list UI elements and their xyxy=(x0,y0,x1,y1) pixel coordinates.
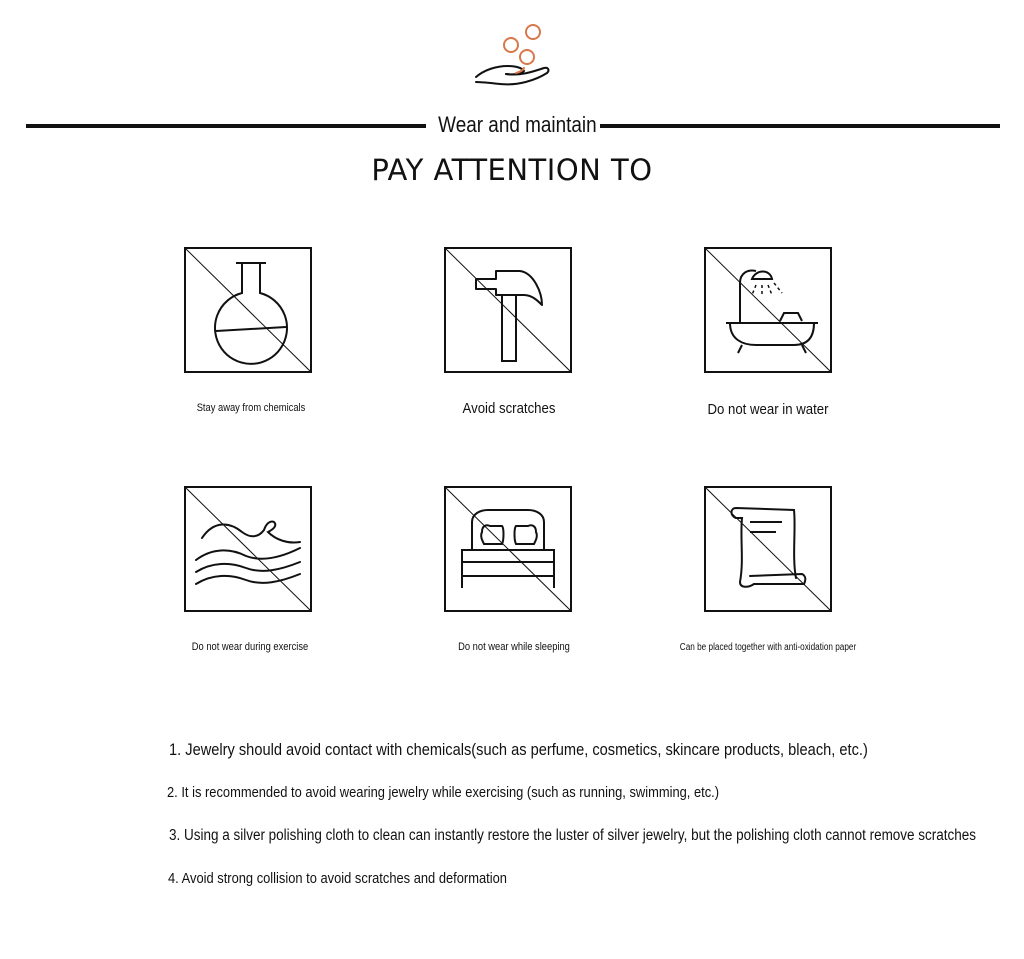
care-note: 3. Using a silver polishing cloth to clean can instantly restore the luster of silver jewelry, but the polishing cloth cannot remove scratches xyxy=(169,827,977,844)
hand-with-pearls-icon xyxy=(470,20,554,90)
tip-label: Can be placed together with anti-oxidation paper xyxy=(679,642,857,653)
tip-label: Avoid scratches xyxy=(462,400,556,417)
bed-crossed-icon xyxy=(446,488,570,610)
tip-tile-water xyxy=(704,247,832,373)
hammer-crossed-icon xyxy=(446,249,570,371)
care-note: 1. Jewelry should avoid contact with chemicals(such as perfume, cosmetics, skincare products, bleach, etc.) xyxy=(169,740,868,759)
tip-label: Do not wear while sleeping xyxy=(458,641,570,653)
tip-label: Do not wear in water xyxy=(707,401,829,418)
swimming-crossed-icon xyxy=(186,488,310,610)
tip-tile-scratches xyxy=(444,247,572,373)
paper-scroll-crossed-icon xyxy=(706,488,830,610)
section-title: Wear and maintain xyxy=(438,112,597,137)
divider-left xyxy=(26,124,426,128)
tip-tile-chemicals xyxy=(184,247,312,373)
tip-label: Do not wear during exercise xyxy=(191,641,309,653)
divider-right xyxy=(600,124,1000,128)
flask-crossed-icon xyxy=(186,249,310,371)
tip-tile-sleeping xyxy=(444,486,572,612)
section-subtitle: PAY ATTENTION TO xyxy=(371,153,653,187)
tip-label: Stay away from chemicals xyxy=(196,402,306,414)
tip-tile-anti-oxidation-paper xyxy=(704,486,832,612)
care-note: 2. It is recommended to avoid wearing jewelry while exercising (such as running, swimming, etc.) xyxy=(167,784,720,801)
shower-bathtub-crossed-icon xyxy=(706,249,830,371)
tip-tile-exercise xyxy=(184,486,312,612)
care-note: 4. Avoid strong collision to avoid scratches and deformation xyxy=(168,870,507,887)
